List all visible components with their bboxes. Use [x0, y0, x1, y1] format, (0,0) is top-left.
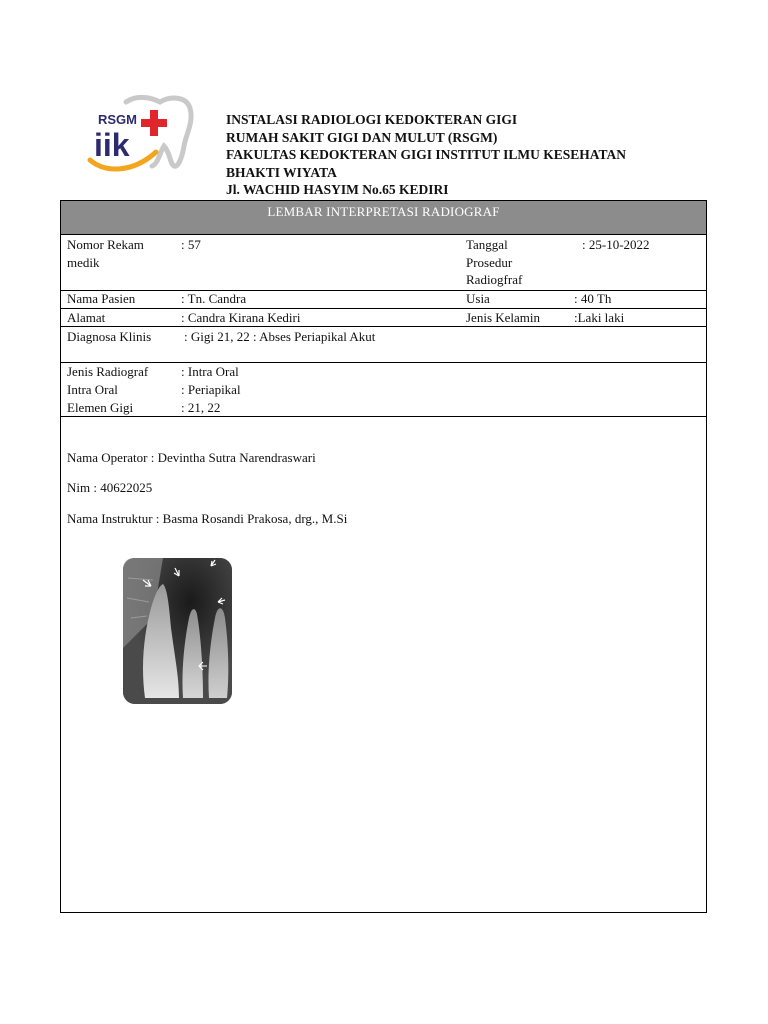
logo-rsgm-text: RSGM [98, 112, 137, 127]
diagnosa-value: : Gigi 21, 22 : Abses Periapikal Akut [184, 329, 376, 344]
header-line-1: INSTALASI RADIOLOGI KEDOKTERAN GIGI [226, 112, 518, 127]
header-line-3: FAKULTAS KEDOKTERAN GIGI INSTITUT ILMU KESEHATAN [226, 147, 626, 162]
header-line-2: RUMAH SAKIT GIGI DAN MULUT (RSGM) [226, 129, 498, 145]
alamat-label: Alamat [67, 310, 106, 325]
usia-label: Usia [466, 291, 490, 306]
form-title: LEMBAR INTERPRETASI RADIOGRAF [267, 204, 500, 219]
usia-value: : 40 Th [574, 291, 612, 306]
nomor-rekam-label: Nomor Rekam medik [67, 237, 144, 270]
jenis-kelamin-label: Jenis Kelamin [466, 310, 541, 325]
nama-pasien-label: Nama Pasien [67, 291, 136, 306]
nama-pasien-value: : Tn. Candra [181, 291, 247, 306]
header-line-5: Jl. WACHID HASYIM No.65 KEDIRI [226, 182, 449, 197]
row-divider [61, 362, 706, 363]
dental-xray-image [123, 558, 232, 704]
elemen-gigi-value: : 21, 22 [181, 400, 221, 415]
jenis-radiograf-label: Jenis Radiograf [67, 364, 149, 379]
rsgm-iik-logo [86, 94, 198, 174]
intra-oral-value: : Periapikal [181, 382, 241, 397]
form-title-bar [61, 201, 706, 235]
institution-header [226, 111, 626, 199]
nomor-rekam-value: : 57 [181, 237, 201, 252]
logo-iik-text: iik [94, 127, 130, 163]
instruktur-line: Nama Instruktur : Basma Rosandi Prakosa, drg., M.Si [67, 511, 348, 526]
row-divider [61, 326, 706, 327]
diagnosa-label: Diagnosa Klinis [67, 329, 152, 344]
elemen-gigi-label: Elemen Gigi [67, 400, 134, 415]
jenis-kelamin-value: :Laki laki [574, 310, 625, 325]
header-line-4: BHAKTI WIYATA [226, 164, 337, 180]
tanggal-value: : 25-10-2022 [582, 237, 650, 252]
row-divider [61, 416, 706, 417]
intra-oral-label: Intra Oral [67, 382, 118, 397]
tanggal-label: Tanggal Prosedur Radiogfraf [466, 237, 523, 287]
radiograph-interpretation-form [60, 200, 707, 913]
nim-line: Nim : 40622025 [67, 480, 153, 495]
alamat-value: : Candra Kirana Kediri [181, 310, 301, 325]
operator-line: Nama Operator : Devintha Sutra Narendraswari [67, 450, 316, 465]
jenis-radiograf-value: : Intra Oral [181, 364, 239, 379]
